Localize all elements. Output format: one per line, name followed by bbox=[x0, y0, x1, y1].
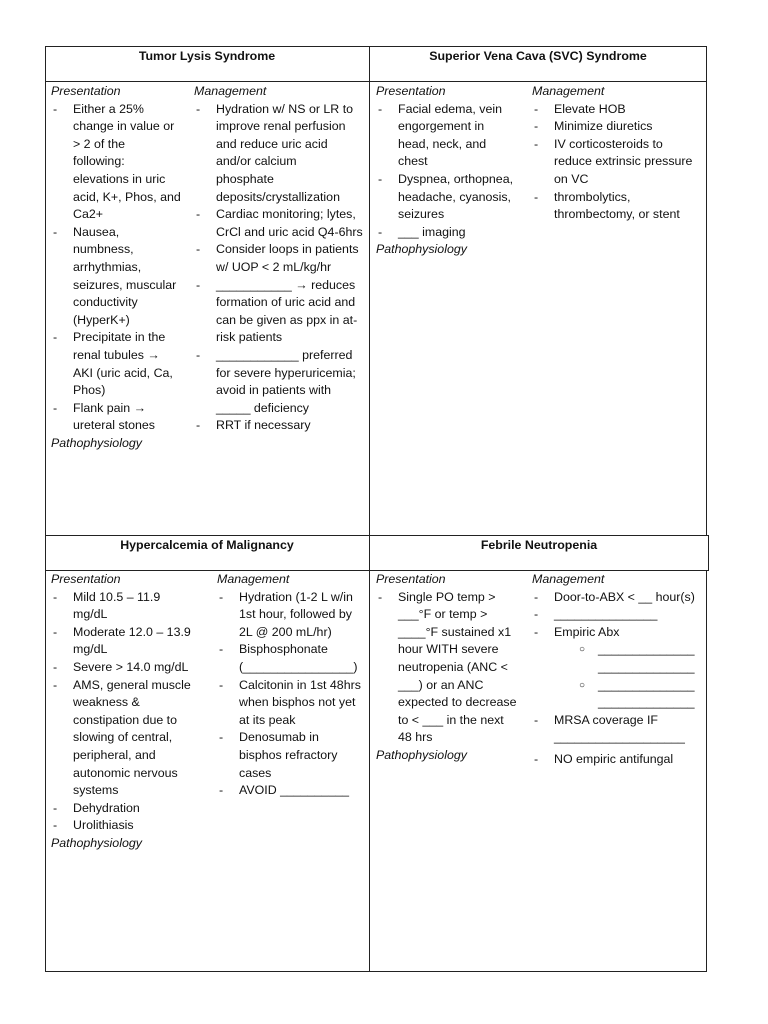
svc-management bbox=[532, 83, 704, 224]
tls-pathophysiology: Pathophysiology bbox=[51, 435, 142, 450]
tls-management-item: - RRT if necessary bbox=[194, 417, 366, 435]
study-table bbox=[45, 46, 707, 972]
row-divider bbox=[45, 535, 709, 536]
svc-management-item: - Minimize diuretics bbox=[532, 118, 704, 136]
table-border-right-header bbox=[708, 535, 709, 571]
hypercalcemia-pathophysiology: Pathophysiology bbox=[51, 835, 142, 850]
header-divider-top bbox=[45, 81, 707, 82]
svc-presentation-item: - Dyspnea, orthopnea, headache, cyanosis, seizures bbox=[376, 171, 531, 224]
table-border-left bbox=[45, 46, 46, 972]
svc-header: Superior Vena Cava (SVC) Syndrome bbox=[429, 49, 647, 63]
hypercalcemia-presentation-item: - Urolithiasis bbox=[51, 817, 211, 835]
tls-presentation-item: - Nausea, numbness, arrhythmias, seizures, muscular conductivity (HyperK+) bbox=[51, 224, 191, 330]
tls-presentation-item: - Either a 25% change in value or > 2 of the following: elevations in uric acid, K+, Phos, and Ca2+ bbox=[51, 101, 191, 224]
svc-presentation-item: - Facial edema, vein engorgement in head, neck, and chest bbox=[376, 101, 531, 171]
fn-pathophysiology: Pathophysiology bbox=[376, 747, 467, 762]
table-border-right-top bbox=[706, 46, 707, 536]
hypercalcemia-presentation-title: Presentation bbox=[51, 572, 121, 586]
hypercalcemia-presentation-item: - Dehydration bbox=[51, 800, 211, 818]
svc-presentation-item: - ___ imaging bbox=[376, 224, 531, 242]
table-border-bottom bbox=[45, 971, 707, 972]
hypercalcemia-management-item: - Calcitonin in 1st 48hrs when bisphos not yet at its peak bbox=[217, 677, 367, 730]
fn-presentation-item: - Single PO temp > ___°F or temp > ____°F sustained x1 hour WITH severe neutropenia (ANC < ___) or an ANC expected to decrease to < ___ in the next 48 hrs bbox=[376, 589, 531, 747]
fn-management-item: - NO empiric antifungal bbox=[532, 751, 704, 769]
febrile-neutropenia-presentation bbox=[376, 571, 531, 765]
svc-management-item: - thrombolytics, thrombectomy, or stent bbox=[532, 189, 704, 224]
svc-management-item: - IV corticosteroids to reduce extrinsic pressure on VC bbox=[532, 136, 704, 189]
svc-pathophysiology: Pathophysiology bbox=[376, 242, 467, 257]
fn-empiric-abx-subitem: ○ ______________ ______________ bbox=[532, 641, 704, 676]
febrile-neutropenia-header: Febrile Neutropenia bbox=[480, 538, 598, 552]
tls-management-item: - Consider loops in patients w/ UOP < 2 mL/kg/hr bbox=[194, 241, 366, 276]
fn-management-item: - _______________ bbox=[532, 606, 704, 624]
hypercalcemia-management-item: - AVOID __________ bbox=[217, 782, 367, 800]
tls-management-item: - Hydration w/ NS or LR to improve renal perfusion and reduce uric acid and/or calcium phosphate deposits/crystallization bbox=[194, 101, 366, 207]
febrile-neutropenia-management bbox=[532, 571, 704, 769]
tls-presentation-item: - Precipitate in the renal tubules → AKI (uric acid, Ca, Phos) bbox=[51, 329, 191, 399]
svc-management-title: Management bbox=[532, 84, 605, 98]
table-border-right-bottom bbox=[706, 570, 707, 972]
hypercalcemia-presentation-item: - AMS, general muscle weakness & constipation due to slowing of central, peripheral, and autonomic nervous systems bbox=[51, 677, 211, 800]
tls-management-item: - ____________ preferred for severe hyperuricemia; avoid in patients with _____ deficiency bbox=[194, 347, 366, 417]
tls-management-item: - Cardiac monitoring; lytes, CrCl and uric acid Q4-6hrs bbox=[194, 206, 366, 241]
tls-header: Tumor Lysis Syndrome bbox=[138, 49, 276, 63]
hypercalcemia-presentation bbox=[51, 571, 211, 853]
fn-management-title: Management bbox=[532, 572, 605, 586]
tls-presentation bbox=[51, 83, 191, 452]
hypercalcemia-presentation-item: - Mild 10.5 – 11.9 mg/dL bbox=[51, 589, 211, 624]
tls-management-title: Management bbox=[194, 84, 267, 98]
hypercalcemia-management-title: Management bbox=[217, 572, 290, 586]
column-divider bbox=[369, 46, 370, 972]
tls-management-item: - ___________ → reduces formation of uric acid and can be given as ppx in at- risk patients bbox=[194, 277, 366, 347]
fn-empiric-abx-subitem: ○ ______________ ______________ bbox=[532, 677, 704, 712]
tls-presentation-title: Presentation bbox=[51, 84, 121, 98]
tls-management bbox=[194, 83, 366, 435]
tls-presentation-item: - Flank pain → ureteral stones bbox=[51, 400, 191, 435]
hypercalcemia-management-item: - Denosumab in bisphos refractory cases bbox=[217, 729, 367, 782]
hypercalcemia-management-item: - Bisphosphonate (________________) bbox=[217, 641, 367, 676]
svc-presentation bbox=[376, 83, 531, 259]
fn-management-item: - Door-to-ABX < __ hour(s) bbox=[532, 589, 704, 607]
hypercalcemia-presentation-item: - Severe > 14.0 mg/dL bbox=[51, 659, 211, 677]
hypercalcemia-header: Hypercalcemia of Malignancy bbox=[120, 538, 294, 552]
hypercalcemia-presentation-item: - Moderate 12.0 – 13.9 mg/dL bbox=[51, 624, 211, 659]
svc-management-item: - Elevate HOB bbox=[532, 101, 704, 119]
hypercalcemia-management-item: - Hydration (1-2 L w/in 1st hour, followed by 2L @ 200 mL/hr) bbox=[217, 589, 367, 642]
fn-management-item: - MRSA coverage IF ___________________ bbox=[532, 712, 704, 747]
fn-presentation-title: Presentation bbox=[376, 572, 446, 586]
table-border-top bbox=[45, 46, 707, 47]
fn-management-item: - Empiric Abx bbox=[532, 624, 704, 642]
hypercalcemia-management bbox=[217, 571, 367, 800]
svc-presentation-title: Presentation bbox=[376, 84, 446, 98]
